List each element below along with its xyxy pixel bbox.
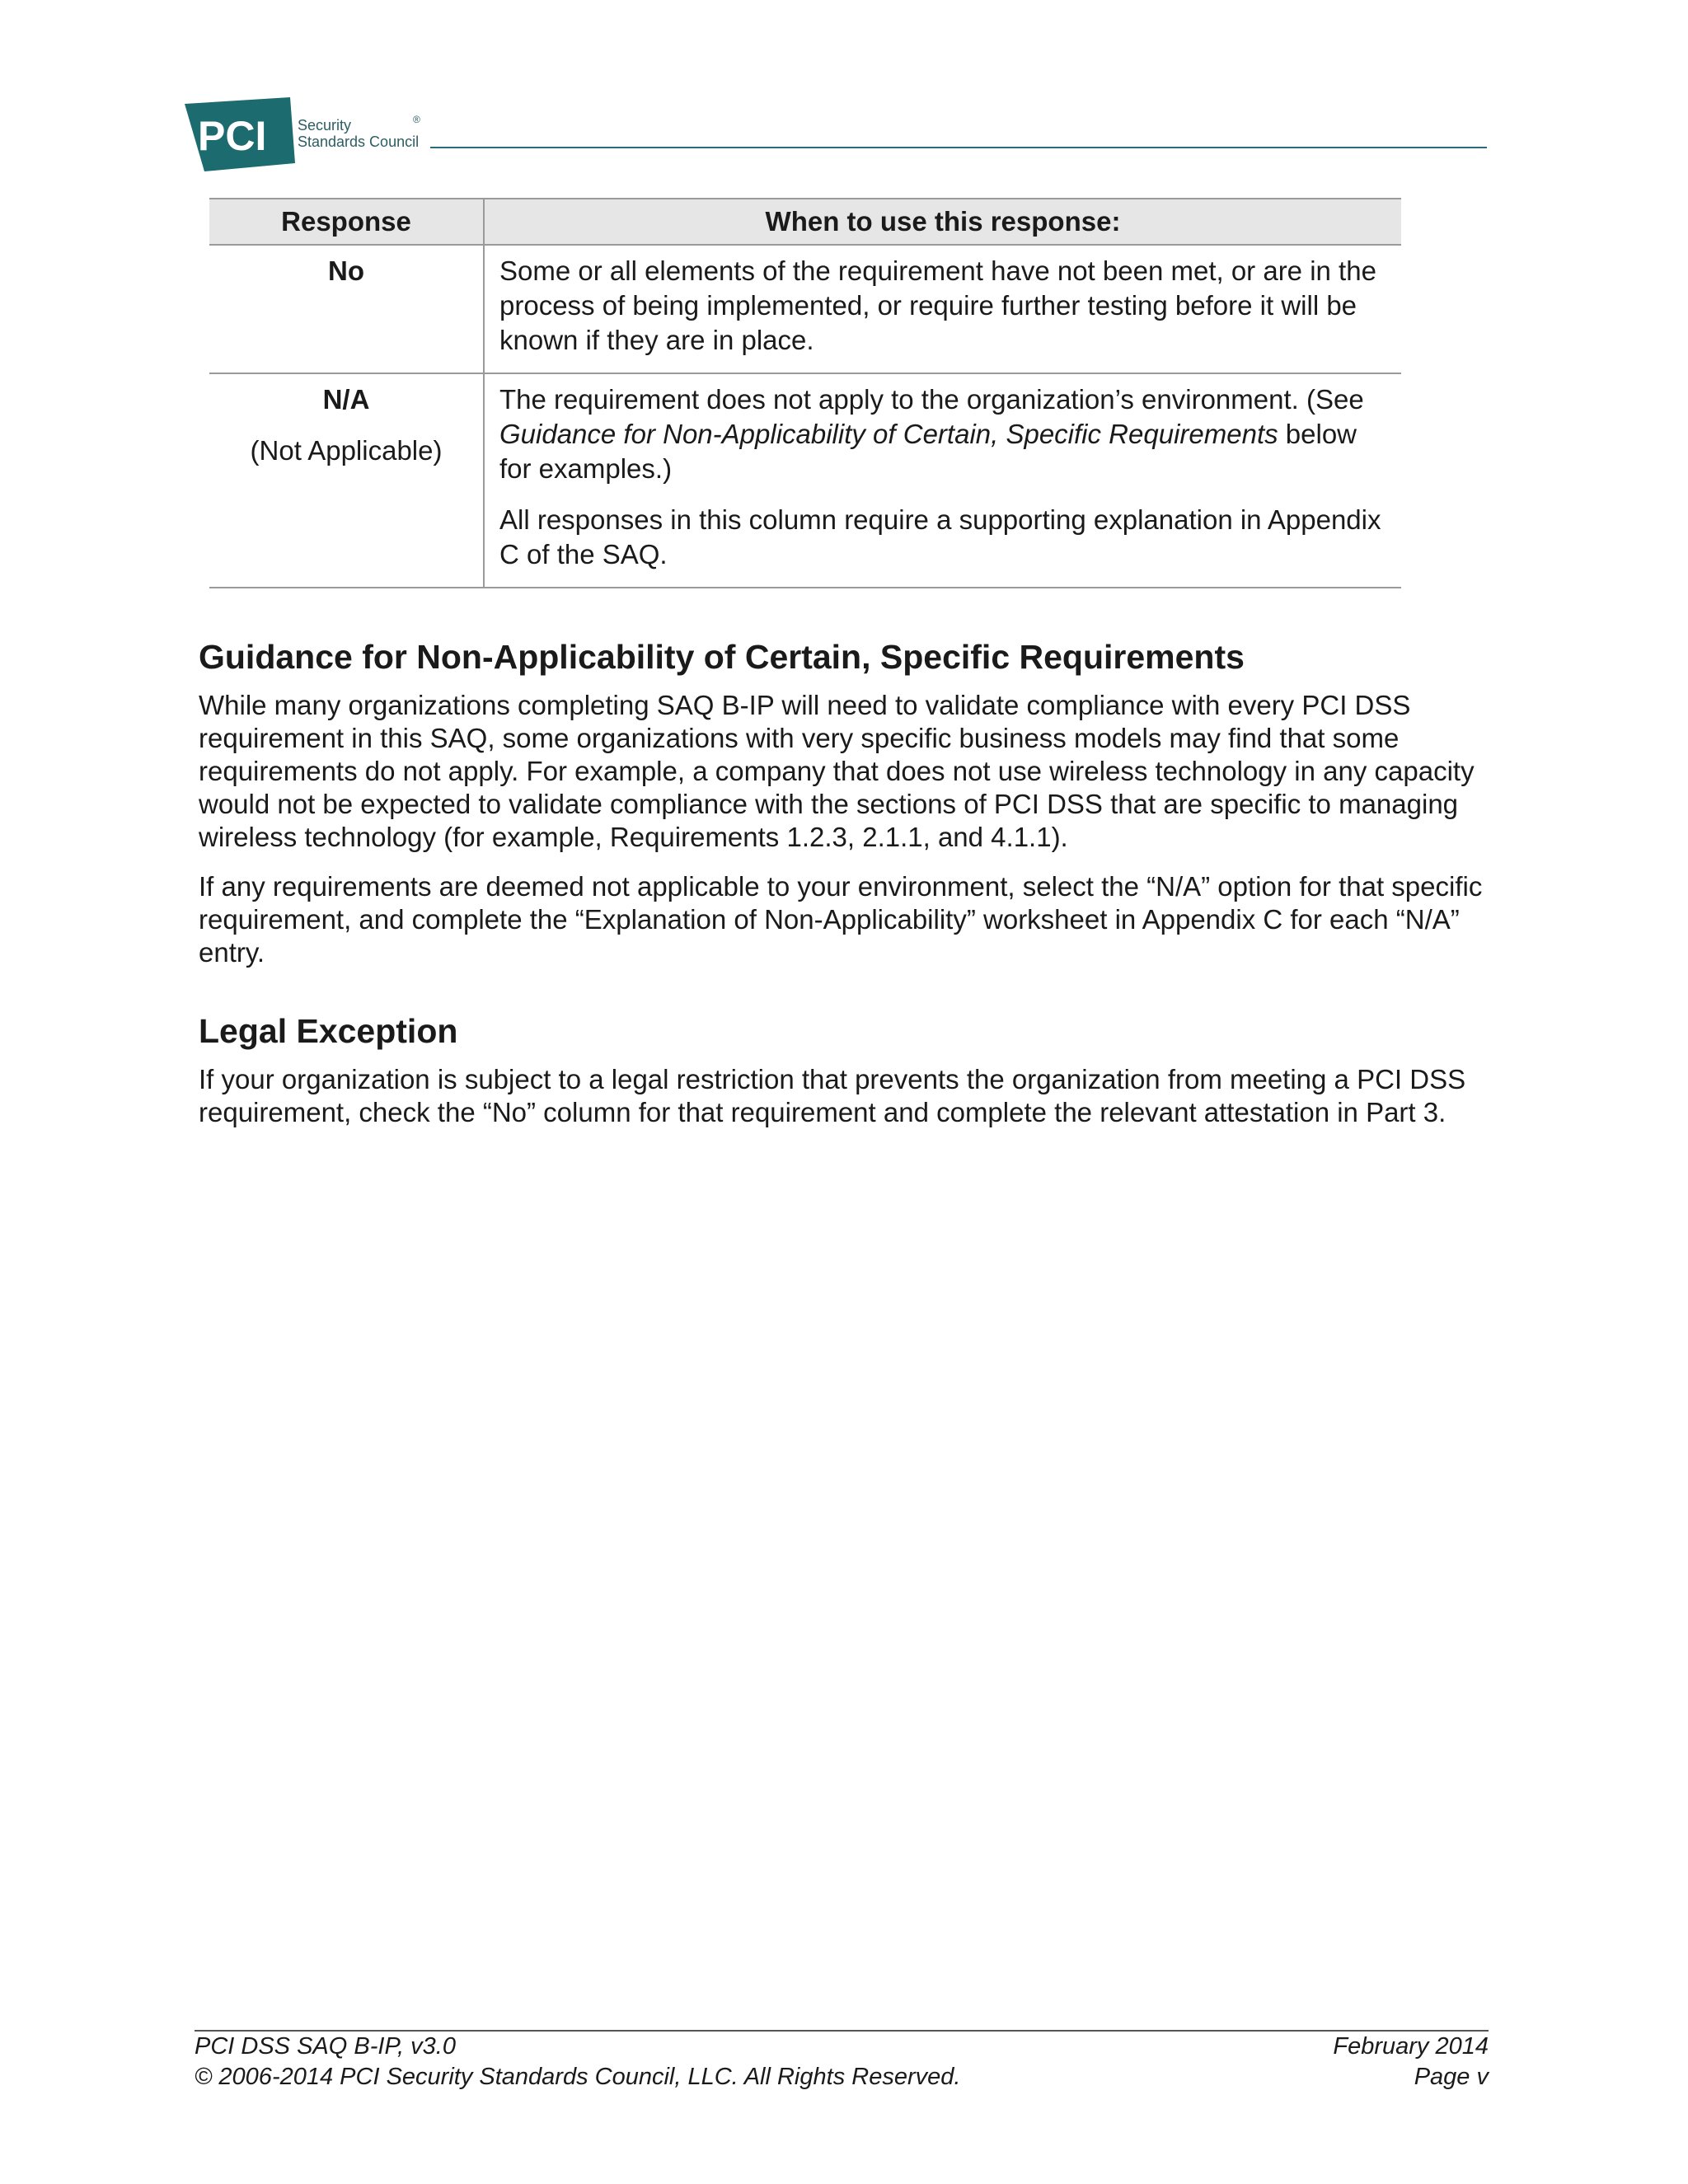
footer-page-number: Page v bbox=[1414, 2064, 1489, 2090]
usage-text-reference: Guidance for Non-Applicability of Certain, Specific Requirements bbox=[499, 419, 1278, 449]
footer-copyright: © 2006-2014 PCI Security Standards Council, LLC. All Rights Reserved. bbox=[195, 2064, 961, 2090]
logo-line-1: Security bbox=[298, 117, 352, 134]
table-row bbox=[209, 245, 1401, 373]
page-header bbox=[185, 97, 1487, 180]
logo-line-2: Standards Council bbox=[298, 134, 420, 150]
response-name: N/A bbox=[322, 384, 370, 415]
usage-cell bbox=[484, 373, 1401, 588]
table-row bbox=[209, 373, 1401, 588]
main-content bbox=[199, 636, 1493, 1146]
logo-word: PCI bbox=[198, 113, 267, 159]
header-rule bbox=[430, 147, 1487, 148]
response-cell bbox=[209, 245, 484, 373]
footer-date: February 2014 bbox=[1333, 2033, 1489, 2060]
response-name: No bbox=[328, 255, 364, 286]
guidance-paragraph-2: If any requirements are deemed not applicable to your environment, select the “N/A” option for that specific requirement, and complete the “Explanation of Non-Applicability” worksheet in Appendix C for each “N/A” entry. bbox=[199, 871, 1483, 968]
usage-text-end: below for examples.) bbox=[499, 419, 1357, 484]
column-header-response: Response bbox=[209, 199, 484, 245]
column-header-when: When to use this response: bbox=[484, 199, 1401, 245]
legal-paragraph: If your organization is subject to a legal restriction that prevents the organization from meeting a PCI DSS requirement, check the “No” column for that requirement and complete the relevant attestation in Part 3. bbox=[199, 1064, 1466, 1127]
legal-heading: Legal Exception bbox=[199, 1012, 458, 1050]
footer-row-2 bbox=[195, 2062, 1489, 2093]
logo-registered-mark: ® bbox=[413, 114, 420, 125]
usage-text: Some or all elements of the requirement have not been met, or are in the process of being implemented, or require further testing before it will be known if they are in place. bbox=[499, 255, 1376, 355]
table-header-row bbox=[209, 199, 1401, 245]
response-cell bbox=[209, 373, 484, 588]
logo-text bbox=[298, 117, 419, 150]
footer-row-1 bbox=[195, 2032, 1489, 2062]
response-subtitle: (Not Applicable) bbox=[250, 435, 443, 466]
page-footer bbox=[195, 2030, 1489, 2093]
usage-text-start: The requirement does not apply to the organization’s environment. (See bbox=[499, 384, 1364, 415]
usage-text bbox=[499, 382, 1386, 486]
response-table bbox=[209, 198, 1401, 588]
footer-document-title: PCI DSS SAQ B-IP, v3.0 bbox=[195, 2033, 456, 2060]
guidance-paragraph-1: While many organizations completing SAQ B-IP will need to validate compliance with every PCI DSS requirement in this SAQ, some organizations with very specific business models may find that some requirements do not apply. For example, a company that does not use wireless technology in any capacity would not be expected to validate compliance with the sections of PCI DSS that are specific to managing wireless technology (for example, Requirements 1.2.3, 2.1.1, and 4.1.1). bbox=[199, 690, 1475, 852]
pci-logo-icon bbox=[185, 97, 295, 171]
guidance-heading: Guidance for Non-Applicability of Certain, Specific Requirements bbox=[199, 638, 1245, 676]
usage-cell bbox=[484, 245, 1401, 373]
usage-note: All responses in this column require a supporting explanation in Appendix C of the SAQ. bbox=[499, 504, 1381, 569]
